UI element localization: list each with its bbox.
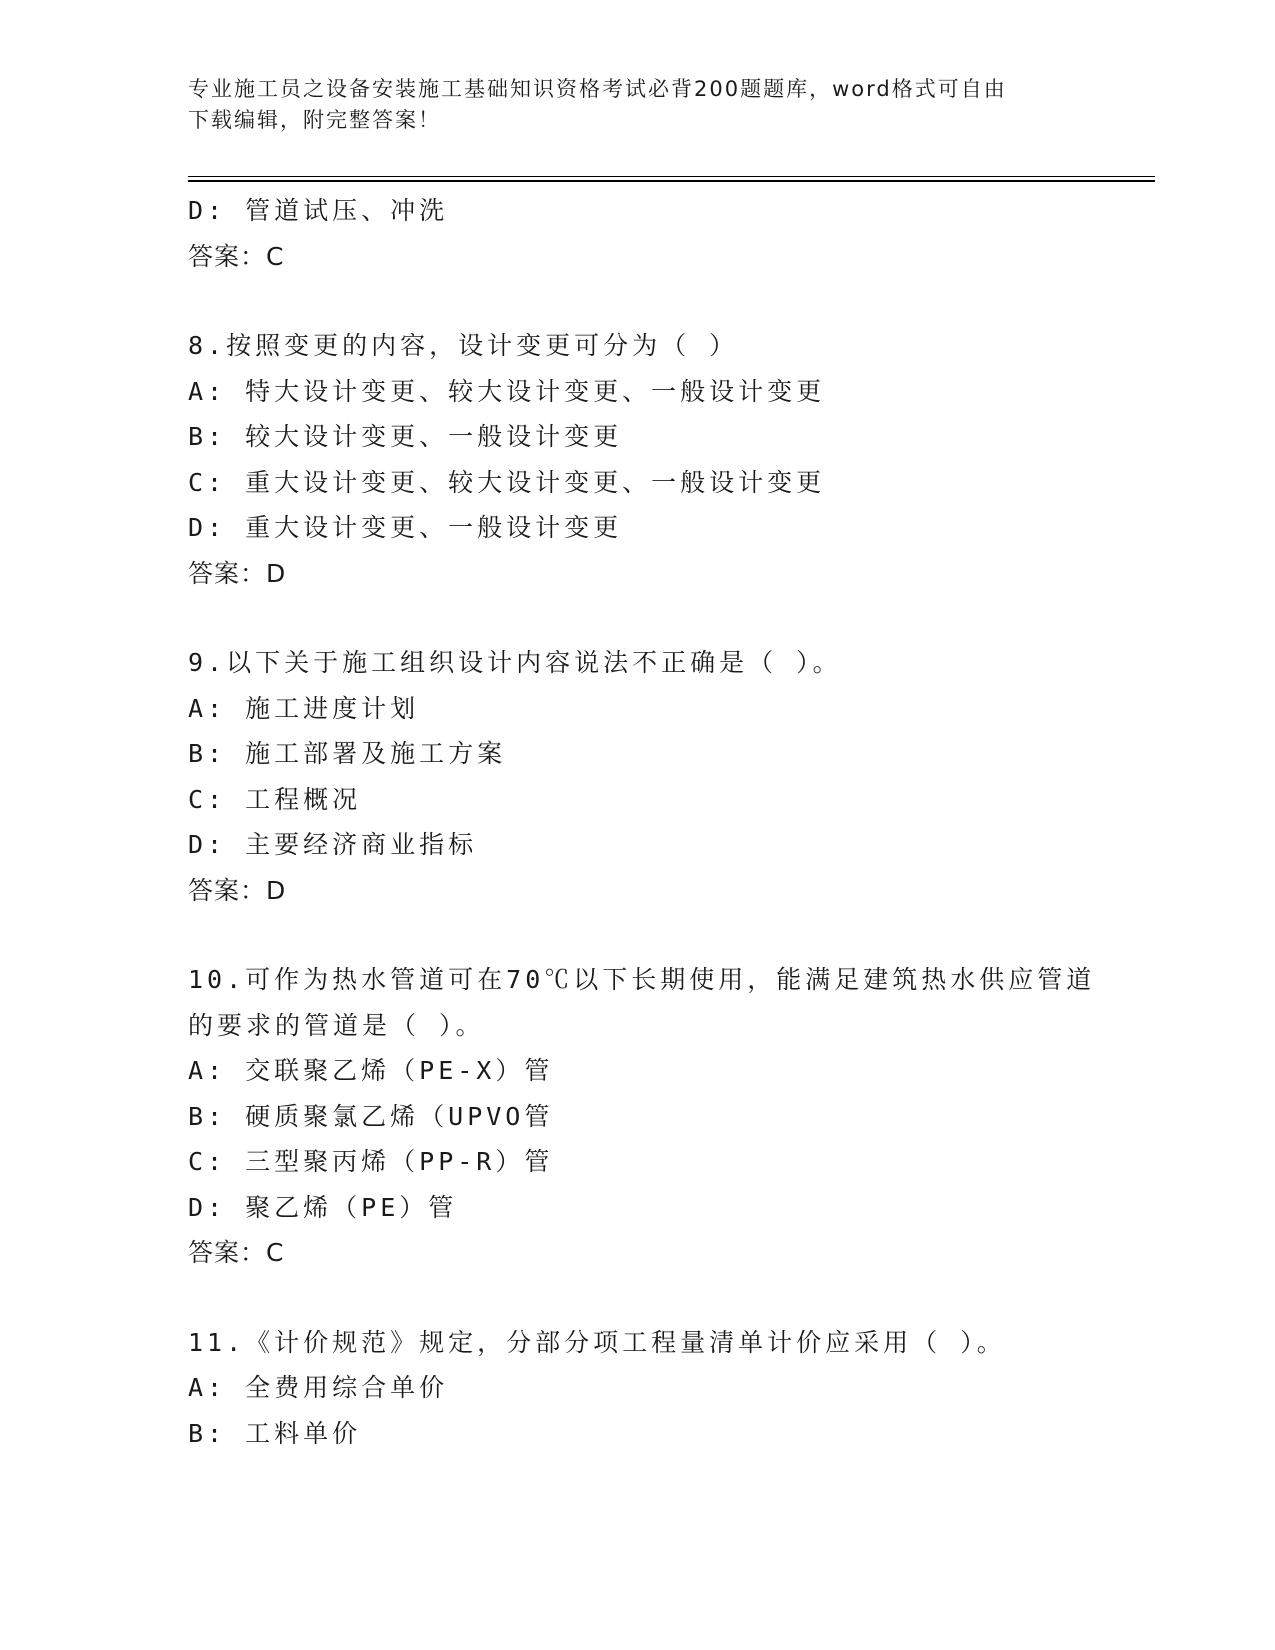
answer: 答案：C <box>188 1238 285 1267</box>
option-b: B: 较大设计变更、一般设计变更 <box>188 422 623 451</box>
option-c: C: 工程概况 <box>188 784 362 814</box>
option-c: C: 重大设计变更、较大设计变更、一般设计变更 <box>188 467 826 497</box>
option-a: A: 全费用综合单价 <box>188 1373 449 1402</box>
question-stem: 11.《计价规范》规定，分部分项工程量清单计价应采用（ ）。 <box>188 1327 1006 1357</box>
option-a: A: 特大设计变更、较大设计变更、一般设计变更 <box>188 376 826 406</box>
option-b: B: 硬质聚氯乙烯（UPVO管 <box>188 1101 554 1131</box>
option-b: B: 工料单价 <box>188 1418 362 1448</box>
question-list <box>188 188 1108 1456</box>
option-c: C: 三型聚丙烯（PP-R）管 <box>188 1147 554 1176</box>
question-stem-line-1: 10.可作为热水管道可在70℃以下长期使用，能满足建筑热水供应管道 <box>188 965 1096 994</box>
answer: 答案：D <box>188 558 287 588</box>
question-stem: 8.按照变更的内容，设计变更可分为（ ） <box>188 331 739 360</box>
question-11 <box>188 1320 1108 1457</box>
option-d: D: 重大设计变更、一般设计变更 <box>188 513 623 542</box>
prev-answer: 答案：C <box>188 241 285 271</box>
header-divider-thick <box>188 180 1155 182</box>
option-d: D: 聚乙烯（PE）管 <box>188 1192 458 1222</box>
question-8 <box>188 323 1108 596</box>
spacer <box>188 596 1108 640</box>
document-header <box>188 74 1088 136</box>
question-10 <box>188 957 1108 1276</box>
option-a: A: 施工进度计划 <box>188 693 420 723</box>
option-a: A: 交联聚乙烯（PE-X）管 <box>188 1056 554 1085</box>
option-b: B: 施工部署及施工方案 <box>188 739 507 768</box>
spacer <box>188 279 1108 323</box>
option-d: D: 主要经济商业指标 <box>188 830 478 859</box>
question-stem-line-2: 的要求的管道是（ ）。 <box>188 1010 485 1040</box>
spacer <box>188 1276 1108 1320</box>
spacer <box>188 913 1108 957</box>
header-line-2: 下载编辑，附完整答案！ <box>188 108 441 132</box>
answer: 答案：D <box>188 875 287 905</box>
header-line-1: 专业施工员之设备安装施工基础知识资格考试必背200题题库，word格式可自由 <box>188 77 1007 101</box>
header-divider-thin <box>188 176 1155 177</box>
question-stem: 9.以下关于施工组织设计内容说法不正确是（ ）。 <box>188 648 842 677</box>
question-9 <box>188 640 1108 913</box>
prev-option-d: D: 管道试压、冲洗 <box>188 196 449 225</box>
